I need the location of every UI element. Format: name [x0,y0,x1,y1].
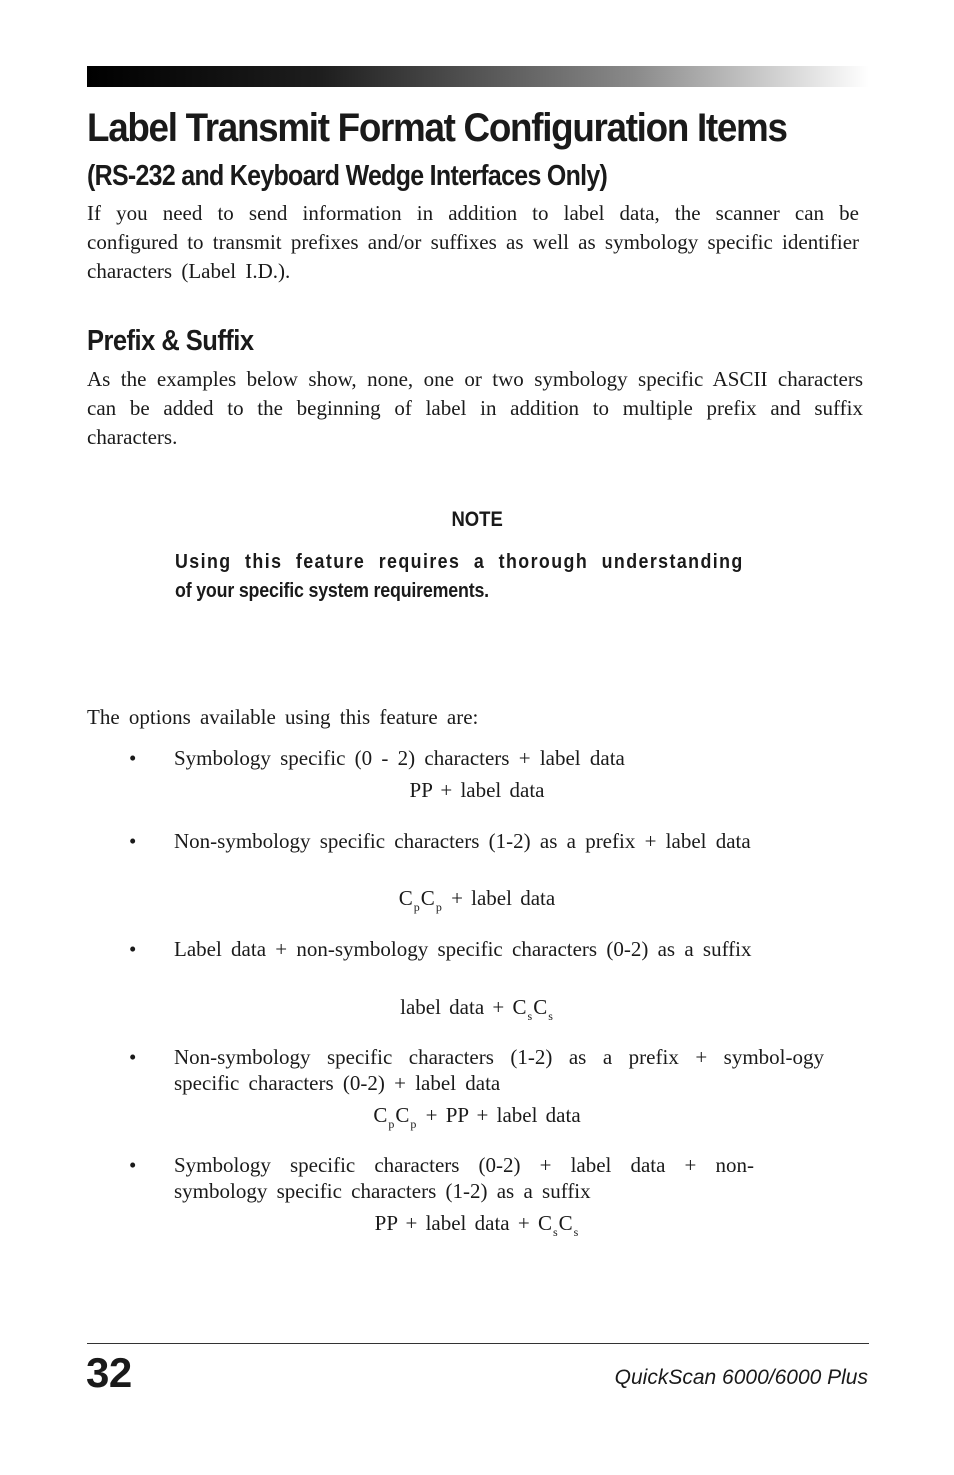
bullet-marker: • [129,1153,137,1177]
option-item-2-formula: $C_pC_p$ + label data [398,886,556,914]
option-item-4-formula: $C_pC_p$ + PP + label data [373,1103,581,1131]
bullet-marker: • [129,937,137,961]
option-item-5-text: Symbology specific characters (0-2) + label data + non-symbology specific characters (1-2) as a suffix [174,1153,754,1203]
option-item-2-text: Non-symbology specific characters (1-2) as a prefix + label data [174,829,751,853]
option-item-3-text: Label data + non-symbology specific characters (0-2) as a suffix [174,937,752,961]
prefix-suffix-paragraph: As the examples below show, none, one or two symbology specific ASCII characters can be added to the beginning of label in addition to multiple prefix and suffix characters. [87,367,863,449]
intro-paragraph: If you need to send information in addition to label data, the scanner can be configured to transmit prefixes and/or suffixes as well as symbology specific identifier characters (Label I.D.). [87,201,860,283]
option-item-4-text: Non-symbology specific characters (1-2) as a prefix + symbol-ogy specific characters (0-2) + label data [174,1045,824,1095]
note-label: NOTE [451,508,503,531]
bullet-marker: • [129,746,137,770]
option-item-5-formula: PP + label data + $C_sC_s$ [374,1211,579,1239]
note-line-1: Using this feature requires a thorough understanding [175,551,744,573]
option-item-1-text: Symbology specific (0 - 2) characters + label data [174,746,625,770]
page-title: Label Transmit Format Configuration Items [87,106,787,150]
bullet-marker: • [129,1045,137,1069]
note-body [175,548,780,606]
footer-product-title: QuickScan 6000/6000 Plus [614,1366,868,1389]
option-item-3-formula: label data + $C_sC_s$ [400,995,553,1023]
options-intro: The options available using this feature are: [87,705,479,729]
footer-rule [87,1343,869,1344]
page-subtitle: (RS-232 and Keyboard Wedge Interfaces Only) [87,160,608,192]
section-heading-prefix-suffix: Prefix & Suffix [87,325,254,357]
page-number: 32 [86,1349,132,1396]
note-line-2: of your specific system requirements. [175,580,489,602]
header-gradient-bar [87,66,869,87]
bullet-marker: • [129,829,137,853]
option-item-1-formula: PP + label data [409,778,545,802]
